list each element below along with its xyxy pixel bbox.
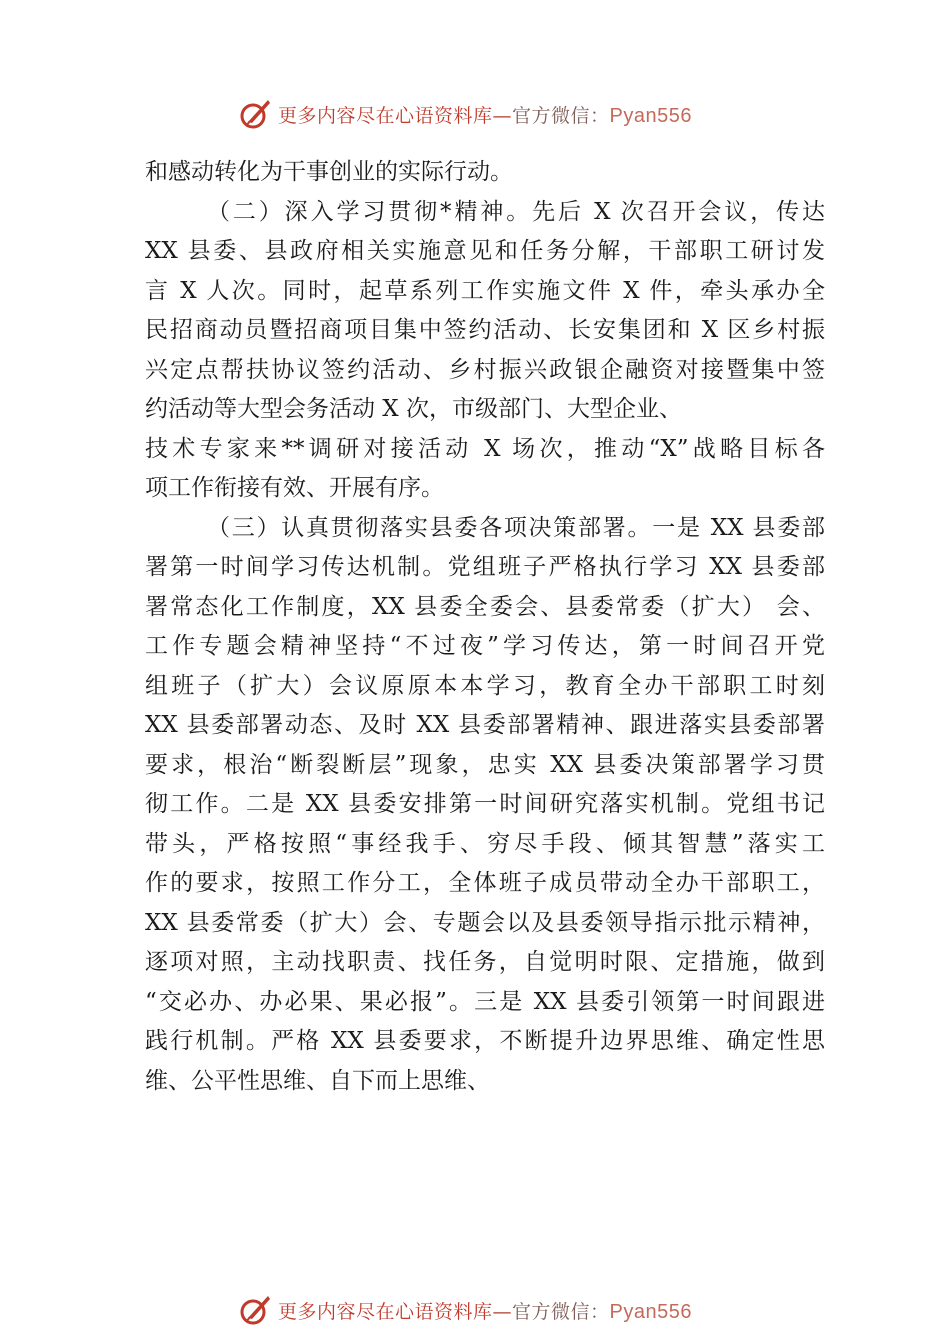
text-line: 兴定点帮扶协议签约活动、乡村振兴政银企融资对接暨集中签 <box>145 356 825 383</box>
watermark-separator: — <box>492 104 513 127</box>
quill-logo-icon <box>238 1292 274 1328</box>
text-line: 逐项对照，主动找职责、找任务，自觉明时限、定措施，做到 <box>145 949 825 975</box>
text-line: XX 县委、县政府相关实施意见和任务分解，干部职工研讨发 <box>145 238 825 264</box>
text-line: XX 县委部署动态、及时 XX 县委部署精神、跟进落实县委部署 <box>145 712 825 738</box>
watermark-title: 更多内容尽在心语资料库 <box>278 1300 493 1323</box>
text-line: 署常态化工作制度，XX 县委全委会、县委常委（扩大） 会、 <box>145 593 825 620</box>
text-line: 维、公平性思维、自下而上思维、 <box>145 1067 490 1094</box>
watermark-wechat-id: Pyan556 <box>609 1300 692 1323</box>
text-line: XX 县委常委（扩大）会、专题会以及县委领导指示批示精神， <box>145 909 825 936</box>
watermark-wechat-id: Pyan556 <box>609 104 692 127</box>
document-body <box>145 153 825 1101</box>
text-line: 作的要求，按照工作分工，全体班子成员带动全办干部职工， <box>145 870 825 896</box>
watermark-footer <box>238 1290 738 1330</box>
text-line: 项工作衔接有效、开展有序。 <box>145 475 444 501</box>
watermark-wechat-label: 官方微信： <box>512 1300 610 1323</box>
text-line: （三）认真贯彻落实县委各项决策部署。一是 XX 县委部 <box>207 514 825 541</box>
text-line: 工作专题会精神坚持“不过夜”学习传达，第一时间召开党 <box>145 633 825 659</box>
text-line: 民招商动员暨招商项目集中签约活动、长安集团和 X 区乡村振 <box>145 317 825 343</box>
watermark-header <box>238 94 738 134</box>
text-line: 组班子（扩大）会议原原本本学习，教育全办干部职工时刻 <box>145 672 825 699</box>
text-line: 彻工作。二是 XX 县委安排第一时间研究落实机制。党组书记 <box>145 791 825 817</box>
text-line: 要求，根治“断裂断层”现象，忠实 XX 县委决策部署学习贯 <box>145 751 825 778</box>
watermark-wechat-label: 官方微信： <box>512 104 610 127</box>
watermark-separator: — <box>492 1300 513 1323</box>
watermark-title: 更多内容尽在心语资料库 <box>278 104 493 127</box>
quill-logo-icon <box>238 96 274 132</box>
text-line: “交必办、办必果、果必报”。三是 XX 县委引领第一时间跟进 <box>145 988 825 1015</box>
text-line: 技术专家来**调研对接活动 X 场次，推动“X”战略目标各 <box>145 435 825 462</box>
text-line: 践行机制。严格 XX 县委要求，不断提升边界思维、确定性思 <box>145 1028 825 1054</box>
text-line: 约活动等大型会务活动 X 次，市级部门、大型企业、 <box>145 396 682 422</box>
text-line: 言 X 人次。同时，起草系列工作实施文件 X 件，牵头承办全 <box>145 277 825 304</box>
text-line: 带头，严格按照“事经我手、穷尽手段、倾其智慧”落实工 <box>145 830 825 857</box>
text-line: 和感动转化为干事创业的实际行动。 <box>145 159 513 185</box>
text-line: （二）深入学习贯彻*精神。先后 X 次召开会议，传达 <box>207 198 825 225</box>
text-line: 署第一时间学习传达机制。党组班子严格执行学习 XX 县委部 <box>145 554 825 580</box>
